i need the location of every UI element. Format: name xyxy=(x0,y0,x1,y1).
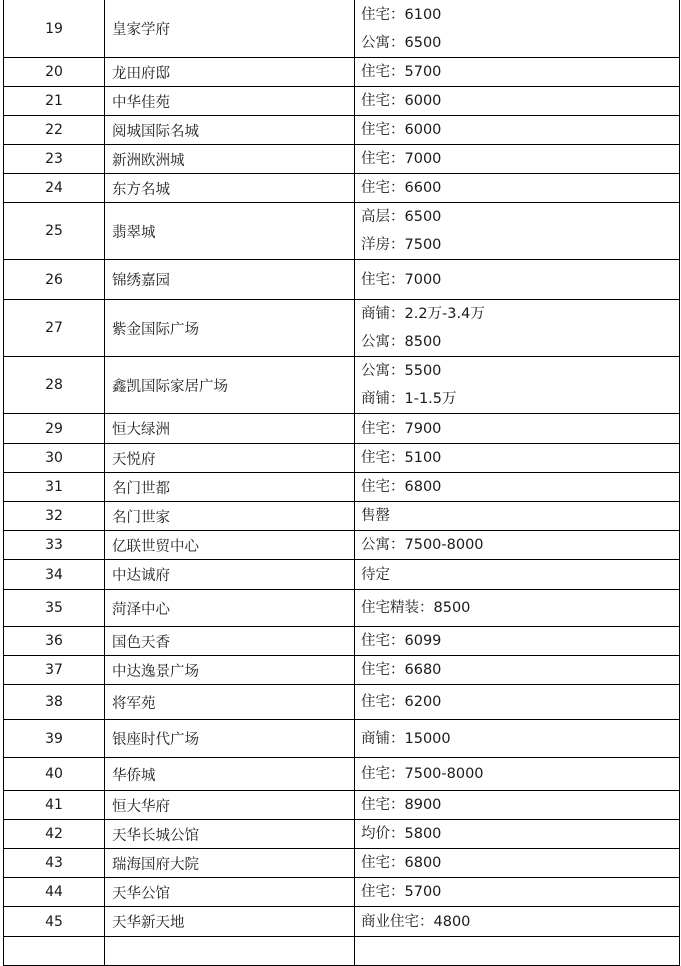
price-line: 待定 xyxy=(361,566,390,583)
price-line: 住宅：6099 xyxy=(361,633,442,649)
price-cell xyxy=(355,531,680,560)
property-name: 龙田府邸 xyxy=(105,58,355,87)
table-row xyxy=(4,502,680,531)
price-line xyxy=(361,937,679,965)
row-number: 30 xyxy=(4,444,105,473)
price-cell xyxy=(355,590,680,627)
table-row xyxy=(4,758,680,791)
table-row xyxy=(4,414,680,444)
row-number: 21 xyxy=(4,87,105,116)
price-line: 住宅：5100 xyxy=(361,450,442,466)
table-row xyxy=(4,627,680,656)
row-number: 33 xyxy=(4,531,105,560)
property-name: 天悦府 xyxy=(105,444,355,473)
price-line: 住宅：8900 xyxy=(361,797,442,813)
row-number: 31 xyxy=(4,473,105,502)
row-number: 39 xyxy=(4,720,105,758)
row-number: 36 xyxy=(4,627,105,656)
price-line: 住宅：6800 xyxy=(361,479,442,495)
table-row xyxy=(4,849,680,878)
price-line: 住宅：7000 xyxy=(361,151,442,167)
price-cell xyxy=(355,116,680,145)
table-row xyxy=(4,907,680,937)
price-cell xyxy=(355,58,680,87)
property-name: 恒大华府 xyxy=(105,791,355,820)
price-cell xyxy=(355,937,680,966)
price-line: 公寓：7500-8000 xyxy=(361,537,484,553)
table-row xyxy=(4,0,680,58)
property-name: 鑫凯国际家居广场 xyxy=(105,357,355,414)
table-row xyxy=(4,116,680,145)
price-line: 住宅：5700 xyxy=(361,884,442,900)
table-row xyxy=(4,720,680,758)
property-name: 亿联世贸中心 xyxy=(105,531,355,560)
price-cell xyxy=(355,685,680,720)
property-name: 中达逸景广场 xyxy=(105,656,355,685)
price-line: 商业住宅：4800 xyxy=(361,913,471,930)
price-line: 住宅精装：8500 xyxy=(361,600,471,616)
property-name: 名门世家 xyxy=(105,502,355,531)
table-body xyxy=(4,0,680,966)
price-line: 住宅：6100 xyxy=(361,6,442,23)
property-name: 银座时代广场 xyxy=(105,720,355,758)
price-line: 商铺：15000 xyxy=(361,730,451,747)
price-cell xyxy=(355,849,680,878)
property-name: 天华长城公馆 xyxy=(105,820,355,849)
row-number: 22 xyxy=(4,116,105,145)
price-line: 公寓：8500 xyxy=(361,334,442,350)
price-line: 住宅：6000 xyxy=(361,122,442,138)
property-name: 东方名城 xyxy=(105,174,355,203)
price-line: 住宅：5700 xyxy=(361,64,442,80)
price-line: 住宅：6800 xyxy=(361,855,442,871)
price-line: 均价：5800 xyxy=(361,826,442,842)
row-number: 41 xyxy=(4,791,105,820)
price-cell xyxy=(355,0,680,58)
table-row xyxy=(4,473,680,502)
price-cell xyxy=(355,260,680,300)
price-line: 商铺：2.2万-3.4万 xyxy=(361,306,485,322)
row-number: 40 xyxy=(4,758,105,791)
price-line: 住宅：6680 xyxy=(361,662,442,678)
row-number: 43 xyxy=(4,849,105,878)
price-cell xyxy=(355,878,680,907)
price-line: 公寓：6500 xyxy=(361,34,442,51)
table-row xyxy=(4,791,680,820)
row-number: 23 xyxy=(4,145,105,174)
price-cell xyxy=(355,300,680,357)
table-row xyxy=(4,878,680,907)
table-row xyxy=(4,260,680,300)
price-cell xyxy=(355,145,680,174)
row-number xyxy=(4,937,105,966)
property-name: 皇家学府 xyxy=(105,0,355,58)
property-name: 中达诚府 xyxy=(105,560,355,590)
table-row xyxy=(4,58,680,87)
price-cell xyxy=(355,357,680,414)
property-name xyxy=(105,937,355,966)
price-cell xyxy=(355,502,680,531)
table-row xyxy=(4,87,680,116)
price-cell xyxy=(355,758,680,791)
price-cell xyxy=(355,560,680,590)
table-row xyxy=(4,560,680,590)
row-number: 24 xyxy=(4,174,105,203)
price-cell xyxy=(355,444,680,473)
table-row xyxy=(4,590,680,627)
price-cell xyxy=(355,473,680,502)
table-row xyxy=(4,937,680,966)
price-cell xyxy=(355,203,680,260)
property-name: 瑞海国府大院 xyxy=(105,849,355,878)
property-name: 紫金国际广场 xyxy=(105,300,355,357)
table-row xyxy=(4,300,680,357)
row-number: 32 xyxy=(4,502,105,531)
price-line: 售罄 xyxy=(361,508,390,524)
price-cell xyxy=(355,87,680,116)
price-line: 住宅：7500-8000 xyxy=(361,766,484,782)
row-number: 28 xyxy=(4,357,105,414)
row-number: 20 xyxy=(4,58,105,87)
price-cell xyxy=(355,627,680,656)
table-row xyxy=(4,444,680,473)
table-row xyxy=(4,685,680,720)
price-line: 住宅：6600 xyxy=(361,180,442,196)
price-cell xyxy=(355,720,680,758)
row-number: 27 xyxy=(4,300,105,357)
row-number: 38 xyxy=(4,685,105,720)
property-name: 中华佳苑 xyxy=(105,87,355,116)
table-row xyxy=(4,820,680,849)
price-cell xyxy=(355,907,680,937)
price-line: 住宅：7000 xyxy=(361,271,442,288)
table-row xyxy=(4,656,680,685)
property-name: 新洲欧洲城 xyxy=(105,145,355,174)
property-name: 阅城国际名城 xyxy=(105,116,355,145)
property-name: 华侨城 xyxy=(105,758,355,791)
price-line: 洋房：7500 xyxy=(361,237,442,253)
price-line: 住宅：7900 xyxy=(361,420,442,437)
property-price-table xyxy=(3,0,680,966)
table-row xyxy=(4,145,680,174)
property-name: 天华公馆 xyxy=(105,878,355,907)
price-cell xyxy=(355,174,680,203)
property-name: 菏泽中心 xyxy=(105,590,355,627)
row-number: 29 xyxy=(4,414,105,444)
row-number: 35 xyxy=(4,590,105,627)
property-name: 锦绣嘉园 xyxy=(105,260,355,300)
row-number: 42 xyxy=(4,820,105,849)
table-row xyxy=(4,174,680,203)
row-number: 37 xyxy=(4,656,105,685)
price-line: 商铺：1-1.5万 xyxy=(361,391,457,407)
row-number: 26 xyxy=(4,260,105,300)
table-row xyxy=(4,203,680,260)
price-line: 公寓：5500 xyxy=(361,363,442,379)
property-name: 恒大绿洲 xyxy=(105,414,355,444)
price-cell xyxy=(355,656,680,685)
row-number: 34 xyxy=(4,560,105,590)
row-number: 44 xyxy=(4,878,105,907)
price-line: 高层：6500 xyxy=(361,209,442,225)
price-cell xyxy=(355,791,680,820)
price-line: 住宅：6000 xyxy=(361,93,442,109)
property-name: 翡翠城 xyxy=(105,203,355,260)
table-row xyxy=(4,357,680,414)
row-number: 25 xyxy=(4,203,105,260)
row-number: 19 xyxy=(4,0,105,58)
property-name: 名门世都 xyxy=(105,473,355,502)
property-name: 国色天香 xyxy=(105,627,355,656)
row-number: 45 xyxy=(4,907,105,937)
property-name: 天华新天地 xyxy=(105,907,355,937)
table-row xyxy=(4,531,680,560)
price-cell xyxy=(355,414,680,444)
property-name: 将军苑 xyxy=(105,685,355,720)
price-cell xyxy=(355,820,680,849)
price-line: 住宅：6200 xyxy=(361,694,442,710)
